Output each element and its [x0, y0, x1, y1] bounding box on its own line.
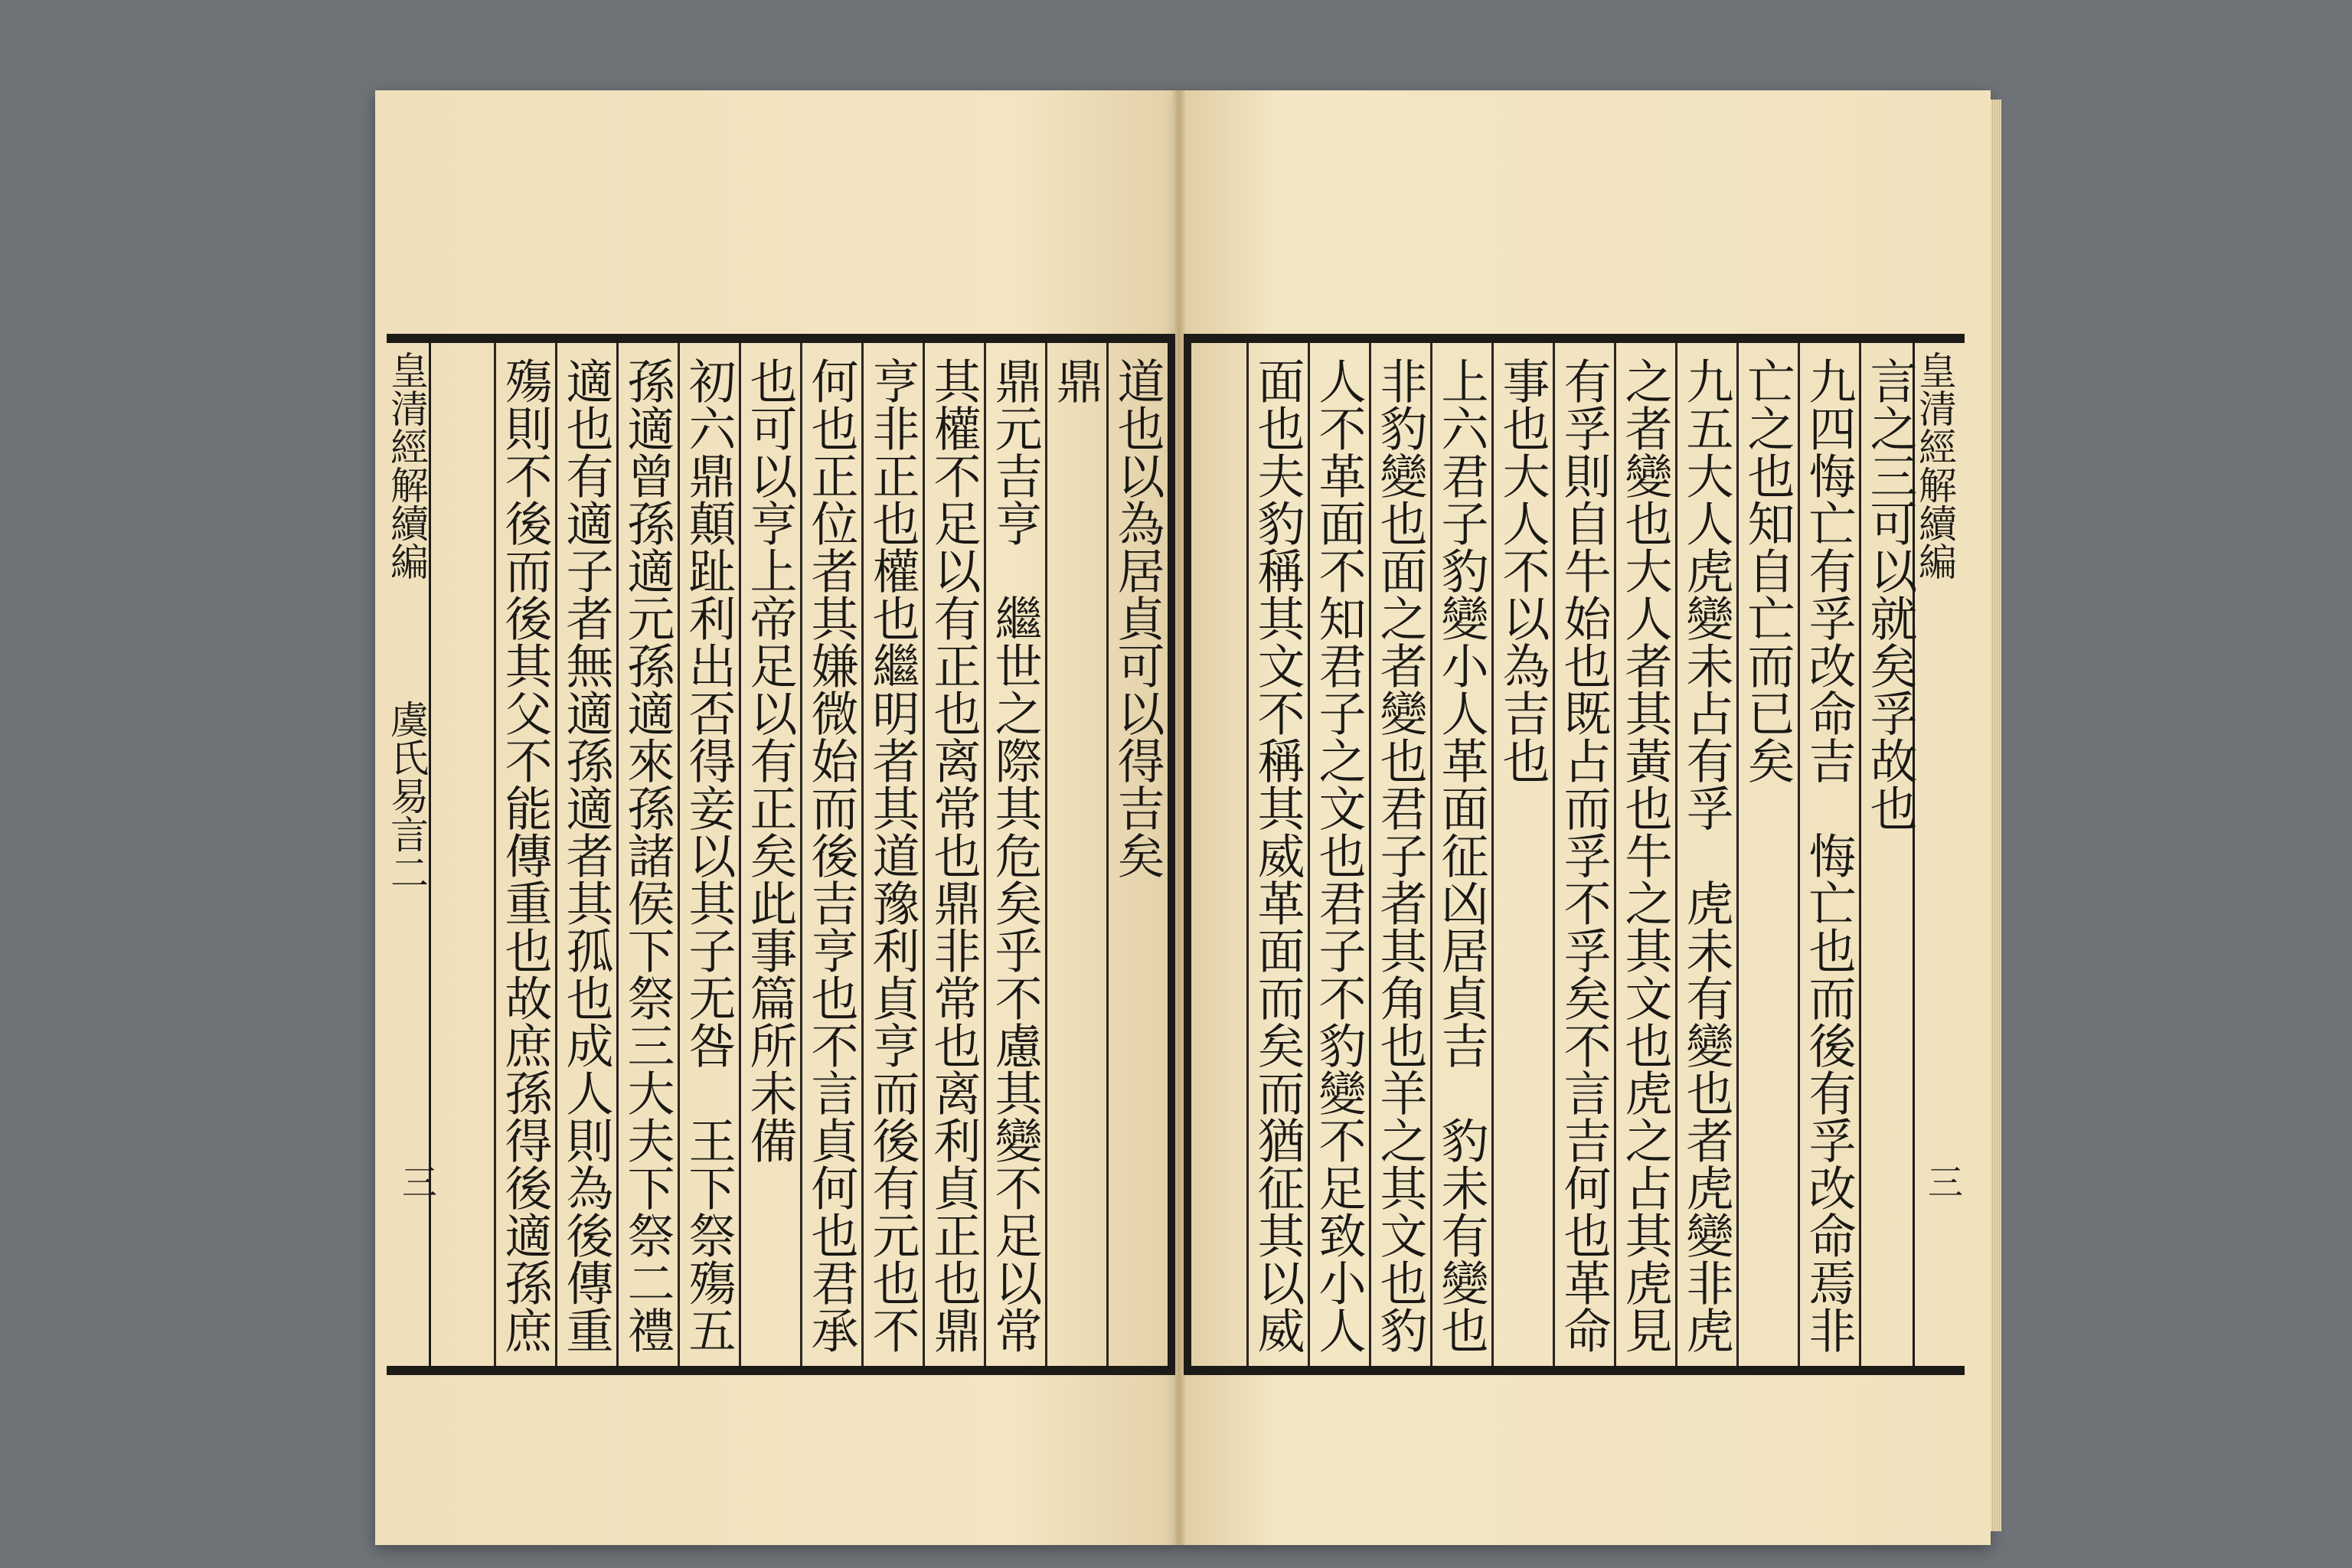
left-text-column: 鼎	[1045, 343, 1106, 1366]
left-text-column: 道也以為居貞可以得吉矣	[1106, 343, 1168, 1366]
right-text-column: 面也夫豹稱其文不稱其威革面而矣而猶征其以威	[1246, 343, 1308, 1366]
left-text-frame	[387, 334, 1175, 1375]
left-text-column: 適也有適子者無適孫適者其孤也成人則為後傳重	[555, 343, 616, 1366]
spine-title: 皇清經解續編	[1913, 351, 1957, 580]
right-columns	[1246, 343, 1920, 1366]
right-text-column: 九五大人虎變未占有孚 虎未有變也者虎變非虎	[1675, 343, 1736, 1366]
right-page-number: 三	[1922, 1164, 1964, 1199]
left-text-column: 鼎元吉亨 繼世之際其危矣乎不慮其變不足以常	[984, 343, 1045, 1366]
spine-subtitle: 虞氏易言二	[384, 700, 429, 891]
right-text-column: 事也大人不以為吉也	[1491, 343, 1553, 1366]
left-text-column: 其權不足以有正也离常也鼎非常也离利貞正也鼎	[923, 343, 984, 1366]
left-text-column: 也可以亨上帝足以有正矣此事篇所未備	[739, 343, 800, 1366]
left-columns	[494, 343, 1168, 1366]
left-text-column: 孫適曾孫適元孫適來孫諸侯下祭三大夫下祭二禮	[616, 343, 678, 1366]
left-text-column: 初六鼎顛趾利出否得妾以其子无咎 王下祭殤五	[678, 343, 739, 1366]
left-text-column: 殤則不後而後其父不能傳重也故庶孫得後適孫庶	[494, 343, 555, 1366]
spine-title: 皇清經解續編	[384, 351, 429, 580]
right-text-frame	[1184, 334, 1965, 1375]
left-text-column: 何也正位者其嫌微始而後吉亨也不言貞何也君承	[800, 343, 861, 1366]
left-page-number: 三	[397, 1164, 438, 1199]
right-text-column: 九四悔亡有孚改命吉 悔亡也而後有孚改命焉非	[1798, 343, 1859, 1366]
right-text-column: 非豹變也面之者變也君子者其角也羊之其文也豹	[1369, 343, 1430, 1366]
left-text-column: 亨非正也權也繼明者其道豫利貞亨而後有元也不	[861, 343, 923, 1366]
right-text-column: 上六君子豹變小人革面征凶居貞吉 豹未有變也	[1430, 343, 1491, 1366]
right-text-column: 有孚則自牛始也既占而孚不孚矣不言吉何也革命	[1553, 343, 1614, 1366]
left-spine-title	[384, 343, 431, 1366]
right-text-column: 亡之也知自亡而已矣	[1736, 343, 1798, 1366]
right-spine-title	[1913, 343, 1957, 1366]
right-text-column: 言之三可以就矣孚故也	[1859, 343, 1920, 1366]
page-edges	[1991, 100, 2001, 1531]
right-text-column: 之者變也大人者其黃也牛之其文也虎之占其虎見	[1614, 343, 1675, 1366]
right-text-column: 人不革面不知君子之文也君子不豹變不足致小人	[1308, 343, 1369, 1366]
